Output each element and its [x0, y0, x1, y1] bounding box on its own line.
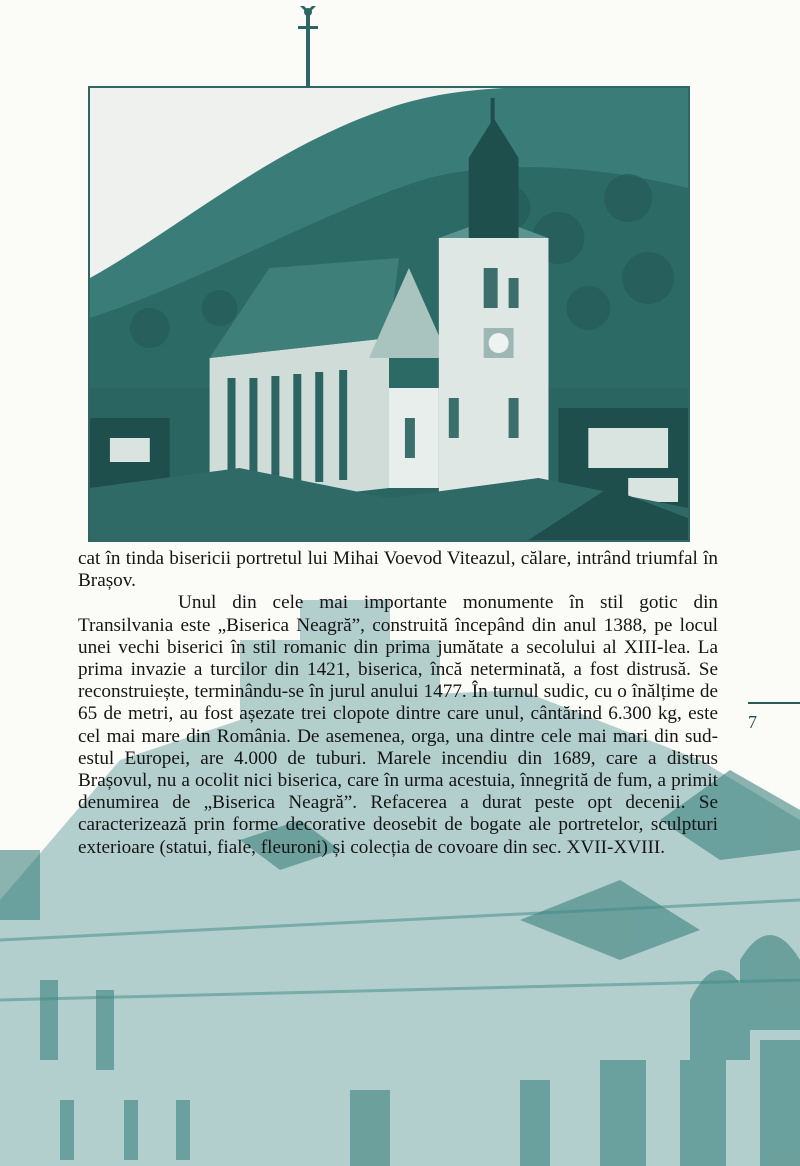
- page-number: 7: [748, 712, 757, 732]
- article-text: [78, 548, 718, 859]
- black-church-photo-icon: [90, 88, 688, 540]
- paragraph-black-church: Unul din cele mai importante monumente în stil gotic din Transilvania este „Biserica Neagră”, construită începând din anul 1388, pe locul unei vechi biserici în stil romanic din prima jumătate a secolului al XIII-lea. La prima invazie a turcilor din 1421, biserica, încă neterminată, a fost distrusă. Se reconstruiește, terminându-se în jurul anului 1477. În turnul sudic, cu o înălțime de 65 de metri, au fost așezate trei clopote dintre care unul, cântărind 6.300 kg, este cel mai mare din România. De asemenea, orga, una dintre cele mai mari din sud-estul Europei, are 4.000 de tuburi. Marele incendiu din 1689, care a distrus Brașovul, nu a ocolit nici biserica, care în urma acestuia, înnegrită de fum, a primit denumirea de „Biserica Neagră”. Refacerea a durat peste opt decenii. Se caracterizează prin forme decorative deosebit de bogate ale portretelor, sculpturi exterioare (statui, fiale, fleuroni) și colecția de covoare din sec. XVII-XVIII.: [78, 592, 718, 858]
- church-photo: [88, 86, 690, 542]
- page-number-rule: [748, 702, 800, 704]
- paragraph-continuation: cat în tinda bisericii portretul lui Mihai Voevod Viteazul, călare, intrând triumfal în Brașov.: [78, 548, 718, 592]
- cross-finial-icon: [290, 6, 326, 86]
